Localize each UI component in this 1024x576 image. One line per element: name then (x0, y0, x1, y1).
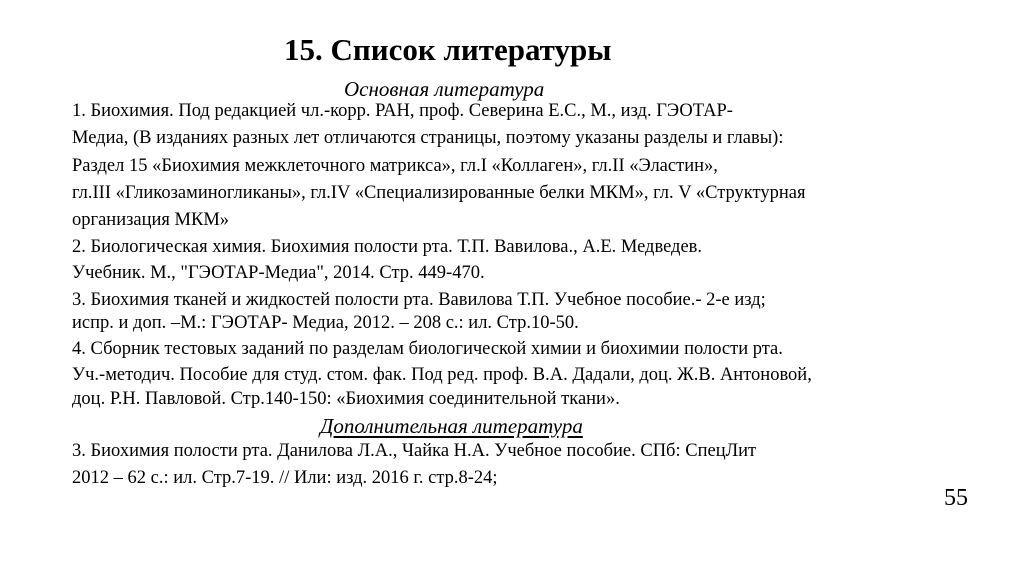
additional-literature-line: 2012 – 62 с.: ил. Стр.7-19. // Или: изд. 2016 г. стр.8-24; (72, 468, 498, 488)
main-literature-line: Медиа, (В изданиях разных лет отличаются страницы, поэтому указаны разделы и главы): (72, 128, 784, 148)
main-literature-line: Учебник. М., "ГЭОТАР-Медиа", 2014. Стр. 449-470. (72, 263, 485, 283)
main-literature-line: 4. Сборник тестовых заданий по разделам биологической химии и биохимии полости рта. (72, 339, 783, 359)
main-literature-line: Уч.-методич. Пособие для студ. стом. фак. Под ред. проф. В.А. Дадали, доц. Ж.В. Антоновой, (72, 365, 812, 385)
main-literature-line: 3. Биохимия тканей и жидкостей полости рта. Вавилова Т.П. Учебное пособие.- 2-е изд; (72, 290, 766, 310)
main-literature-line: доц. Р.Н. Павловой. Стр.140-150: «Биохимия соединительной ткани». (72, 389, 620, 409)
main-literature-line: испр. и доп. –М.: ГЭОТАР- Медиа, 2012. – 208 с.: ил. Стр.10-50. (72, 313, 579, 333)
main-literature-line: гл.III «Гликозаминогликаны», гл.IV «Специализированные белки МКМ», гл. V «Структурная (72, 183, 806, 203)
main-literature-line: Раздел 15 «Биохимия межклеточного матрикса», гл.I «Коллаген», гл.II «Эластин», (72, 156, 718, 176)
main-literature-line: 2. Биологическая химия. Биохимия полости рта. Т.П. Вавилова., А.Е. Медведев. (72, 237, 703, 257)
additional-literature-line: 3. Биохимия полости рта. Данилова Л.А., Чайка Н.А. Учебное пособие. СПб: СпецЛит (72, 441, 757, 461)
main-literature-line: 1. Биохимия. Под редакцией чл.-корр. РАН, проф. Северина Е.С., М., изд. ГЭОТАР- (72, 101, 733, 121)
slide-title: 15. Список литературы (284, 32, 612, 67)
main-literature-line: организация МКМ» (72, 210, 230, 230)
page-number: 55 (944, 485, 968, 511)
additional-literature-heading: Дополнительная литература (320, 414, 583, 438)
main-literature-heading: Основная литература (344, 77, 545, 101)
